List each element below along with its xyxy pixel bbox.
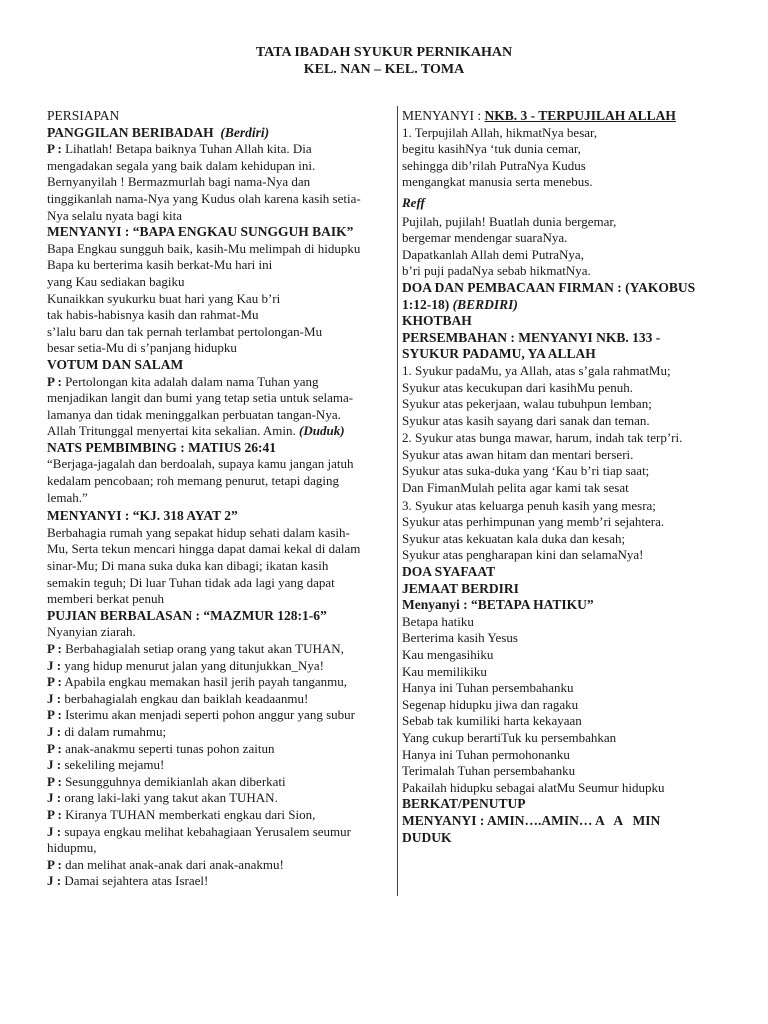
pujian-row: J : di dalam rumahmu; <box>47 723 167 739</box>
pujian-row: P : Kiranya TUHAN memberkati engkau dari Sion, <box>47 806 316 822</box>
section-song1-title: MENYANYI : “BAPA ENGKAU SUNGGUH BAIK” <box>47 224 354 240</box>
column-divider <box>397 106 398 896</box>
pujian-row: hidupmu, <box>47 840 97 856</box>
votum-text: P : Pertolongan kita adalah dalam nama Tuhan yang menjadikan langit dan bumi yang tetap setia untuk selama- lamanya dan tidak meninggalkan perbuatan tangan-Nya. Allah Tritunggal menyertai kita sekalian. Amin. (Duduk) <box>47 373 354 439</box>
left-column <box>47 108 387 890</box>
song3-lyrics: 1. Terpujilah Allah, hikmatNya besar, begitu kasihNya ‘tuk dunia cemar, sehingga dib’rilah PutraNya Kudus mengangkat manusia serta menebus. <box>402 124 598 190</box>
pujian-row: J : yang hidup menurut jalan yang ditunjukkan_Nya! <box>47 657 324 673</box>
persembahan-stanza-3: 3. Syukur atas keluarga penuh kasih yang mesra; Syukur atas perhimpunan yang memb’ri sejahtera. Syukur atas kekuatan kala duka dan kesah; Syukur atas pengharapan kini dan selamaNya! <box>402 497 665 563</box>
section-panggilan-title: PANGGILAN BERIBADAH (Berdiri) <box>47 124 270 140</box>
section-pujian-title: PUJIAN BERBALASAN : “MAZMUR 128:1-6” <box>47 607 327 623</box>
pujian-row: P : dan melihat anak-anak dari anak-anakmu! <box>47 856 284 872</box>
reff-label: Reff <box>402 194 425 210</box>
section-persembahan-title: PERSEMBAHAN : MENYANYI NKB. 133 - SYUKUR PADAMU, YA ALLAH <box>402 329 661 362</box>
pujian-row: P : anak-anakmu seperti tunas pohon zaitun <box>47 740 275 756</box>
pujian-row: P : Isterimu akan menjadi seperti pohon anggur yang subur <box>47 707 355 723</box>
pujian-row: P : Apabila engkau memakan hasil jerih payah tanganmu, <box>47 674 348 690</box>
persembahan-stanza-1: 1. Syukur padaMu, ya Allah, atas s’gala rahmatMu; Syukur atas kecukupan dari kasihMu penuh. Syukur atas pekerjaan, walau tubuhpun lemban; Syukur atas kasih sayang dari sanak dan teman. <box>402 362 671 428</box>
song2-lyrics: Berbahagia rumah yang sepakat hidup sehati dalam kasih- Mu, Serta tekun mencari hingga dapat damai kekal di dalam sinar-Mu; Di mana suka duka kan dibagi; ikatan kasih semakin teguh; Di luar Tuhan tidak ada lagi yang dapat memberi berkat penuh <box>47 524 361 607</box>
pujian-row: J : supaya engkau melihat kebahagiaan Yerusalem seumur <box>47 823 351 839</box>
pujian-row: P : Berbahagialah setiap orang yang takut akan TUHAN, <box>47 641 344 656</box>
section-persiapan: PERSIAPAN <box>47 108 120 123</box>
section-doa-firman-title: DOA DAN PEMBACAAN FIRMAN : (YAKOBUS 1:12-18) (BERDIRI) <box>402 279 696 312</box>
pujian-row: J : berbahagialah engkau dan baiklah keadaanmu! <box>47 690 309 706</box>
section-nats-title: NATS PEMBIMBING : MATIUS 26:41 <box>47 439 277 455</box>
song4-lyrics: Betapa hatiku Berterima kasih Yesus Kau mengasihiku Kau memilikiku Hanya ini Tuhan persembahanku Segenap hidupku jiwa dan ragaku Sebab tak kumiliki harta kekayaan Yang cukup berartiTuk ku persembahkan Hanya ini Tuhan permohonanku Terimalah Tuhan persembahanku Pakailah hidupku sebagai alatMu Seumur hidupku <box>402 613 665 795</box>
persembahan-stanza-2: 2. Syukur atas bunga mawar, harum, indah tak terp’ri. Syukur atas awan hitam dan mentari berseri. Syukur atas suka-duka yang ‘Kau b’ri tiap saat; Dan FimanMulah pelita agar kami tak sesat <box>402 430 683 496</box>
section-doa-syafaat: DOA SYAFAAT <box>402 564 496 580</box>
family-names: KEL. NAN – KEL. TOMA <box>303 62 465 77</box>
section-song2-title: MENYANYI : “KJ. 318 AYAT 2” <box>47 508 238 524</box>
section-khotbah: KHOTBAH <box>402 313 472 329</box>
reff-lyrics: Pujilah, pujilah! Buatlah dunia bergemar, bergemar mendengar suaraNya. Dapatkanlah Allah demi PutraNya, b’ri puji padaNya sebab hikmatNya. <box>402 213 617 279</box>
section-duduk: DUDUK <box>402 829 452 845</box>
document-title: TATA IBADAH SYUKUR PERNIKAHAN <box>255 45 513 60</box>
pujian-row: J : orang laki-laki yang takut akan TUHAN. <box>47 790 278 806</box>
section-song3-title: MENYANYI : NKB. 3 - TERPUJILAH ALLAH <box>402 108 676 123</box>
document-header <box>0 44 768 78</box>
right-column <box>402 108 714 846</box>
pujian-row: J : Damai sejahtera atas Israel! <box>47 873 209 889</box>
song1-lyrics: Bapa Engkau sungguh baik, kasih-Mu melimpah di hidupku Bapa ku berterima kasih berkat-Mu hari ini yang Kau sediakan bagiku Kunaikkan syukurku buat hari yang Kau b’ri tak habis-habisnya kasih dan rahmat-Mu s’lalu baru dan tak pernah terlambat pertolongan-Mu besar setia-Mu di s’panjang hidupku <box>47 240 361 356</box>
section-berkat: BERKAT/PENUTUP <box>402 796 526 812</box>
section-votum-title: VOTUM DAN SALAM <box>47 356 184 372</box>
section-jemaat-berdiri: JEMAAT BERDIRI <box>402 580 519 596</box>
section-amin: MENYANYI : AMIN….AMIN… A A MIN <box>402 812 661 828</box>
section-song4-title: Menyanyi : “BETAPA HATIKU” <box>402 597 594 613</box>
nats-text: “Berjaga-jagalah dan berdoalah, supaya kamu jangan jatuh kedalam pencobaan; roh memang penurut, tetapi daging lemah.” <box>47 456 354 505</box>
pujian-text: Nyanyian ziarah. P : Berbahagialah setiap orang yang takut akan TUHAN, J : yang hidup menurut jalan yang ditunjukkan_Nya! P : Apabila engkau memakan hasil jerih payah tanganmu, J : berbahagialah engkau dan baiklah keadaanmu! P : Isterimu akan menjadi seperti pohon anggur yang subur J : di dalam rumahmu; P : anak-anakmu seperti tunas pohon zaitun J : sekeliling mejamu! P : Sesungguhnya demikianlah akan diberkati J : orang laki-laki yang takut akan TUHAN. P : Kiranya TUHAN memberkati engkau dari Sion, J : supaya engkau melihat kebahagiaan Yerusalem seumur hidupmu, P : dan melihat anak-anak dari anak-anakmu! J : Damai sejahtera atas Israel! <box>47 624 387 890</box>
pujian-row: J : sekeliling mejamu! <box>47 757 165 773</box>
panggilan-text: P : Lihatlah! Betapa baiknya Tuhan Allah kita. Dia mengadakan segala yang baik dalam kehidupan ini. Bernyanyilah ! Bermazmurlah bagi nama-Nya dan tinggikanlah nama-Nya yang Kudus olah karena kasih setia- Nya selalu nyata bagi kita <box>47 141 361 223</box>
pujian-row: P : Sesungguhnya demikianlah akan diberkati <box>47 773 286 789</box>
